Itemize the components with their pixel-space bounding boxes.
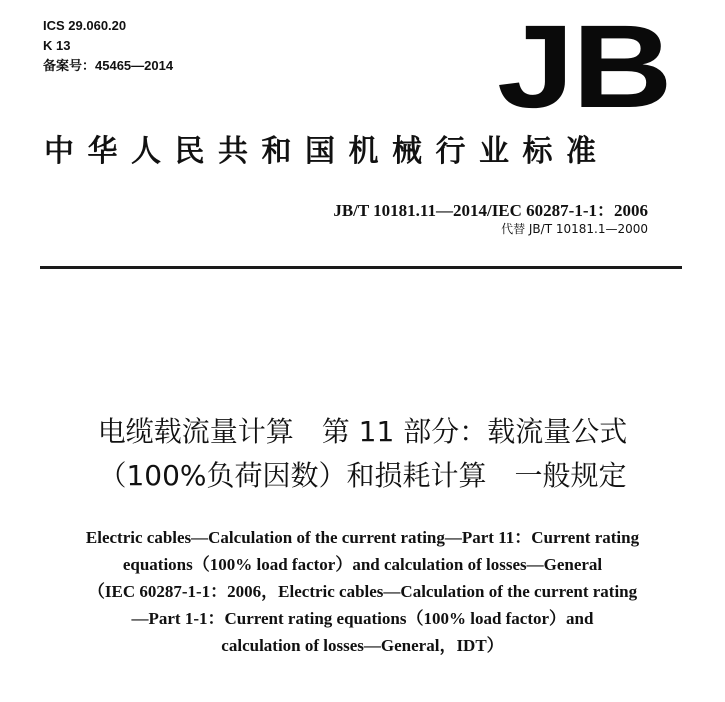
chinese-title-line-1: 电缆载流量计算 第 11 部分：载流量公式 [97, 415, 628, 448]
ccs-code: K 13 [43, 38, 71, 53]
record-number: 备案号：45465—2014 [43, 58, 174, 73]
ics-code: ICS 29.060.20 [43, 18, 127, 33]
organization-title: 中华人民共和国机械行业标准 [44, 134, 610, 169]
jb-logo: JB [497, 1, 671, 133]
standard-number: JB/T 10181.11—2014/IEC 60287-1-1：2006 [333, 201, 648, 220]
chinese-title-line-2: （100%负荷因数）和损耗计算 一般规定 [98, 459, 627, 492]
english-title-line-4: —Part 1-1：Current rating equations（100% load factor）and [131, 609, 594, 628]
chinese-title [0, 410, 725, 498]
english-title-line-2: equations（100% load factor）and calculation of losses—General [122, 555, 603, 574]
english-title-line-5: calculation of losses—General，IDT） [221, 636, 504, 655]
classification-block [43, 16, 173, 76]
english-title [0, 524, 725, 659]
replaces-note: 代替 JB/T 10181.1—2000 [501, 222, 648, 236]
english-title-line-1: Electric cables—Calculation of the current rating—Part 11：Current rating [85, 528, 640, 547]
english-title-line-3: （IEC 60287-1-1：2006，Electric cables—Calculation of the current rating [87, 582, 638, 601]
header-divider [40, 266, 682, 269]
